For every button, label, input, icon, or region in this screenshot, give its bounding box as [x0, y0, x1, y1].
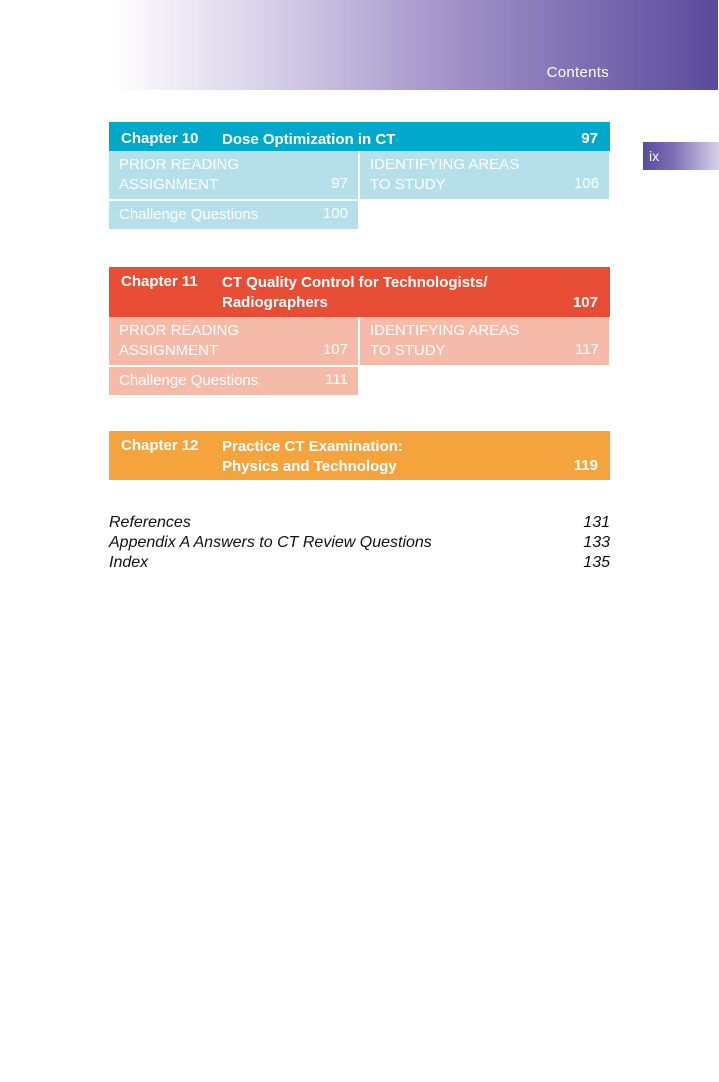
entry-page: 133 [583, 534, 610, 551]
entry-label: Challenge Questions [119, 206, 259, 223]
toc-chapter-12 [109, 431, 610, 480]
running-header-title: Contents [546, 64, 609, 81]
entry-page: 111 [325, 371, 348, 388]
toc-entry-references[interactable] [109, 513, 610, 533]
toc-entry-prior-reading[interactable] [109, 151, 358, 199]
entry-page: 117 [575, 341, 599, 358]
page-number-tab [643, 142, 719, 170]
chapter-heading[interactable] [109, 431, 610, 480]
chapter-title: Dose Optimization in CT [222, 131, 396, 148]
toc-entry-index[interactable] [109, 553, 610, 573]
chapter-title: CT Quality Control for Technologists/ Radiographers [222, 274, 488, 311]
entry-page: 97 [331, 175, 348, 192]
entry-page: 135 [583, 554, 610, 571]
toc-entry-identifying-areas[interactable] [360, 151, 609, 199]
toc-entry-prior-reading[interactable] [109, 317, 358, 365]
toc-entry-identifying-areas[interactable] [360, 317, 609, 365]
entry-label: Appendix A Answers to CT Review Questions [109, 534, 432, 551]
toc-entry-challenge-questions[interactable] [109, 201, 358, 229]
toc-entry-appendix-a[interactable] [109, 533, 610, 553]
chapter-heading[interactable] [109, 267, 610, 317]
toc-chapter-10 [109, 122, 610, 229]
entry-page: 107 [322, 341, 348, 358]
entry-label: Challenge Questions [119, 372, 259, 389]
entry-label: IDENTIFYING AREAS TO STUDY [370, 322, 520, 359]
chapter-number: Chapter 10 [121, 130, 199, 147]
entry-label: PRIOR READING ASSIGNMENT [119, 156, 240, 193]
chapter-page: 119 [573, 457, 598, 474]
entry-label: References [109, 514, 191, 531]
entry-page: 100 [322, 205, 348, 222]
toc-chapter-11 [109, 267, 610, 395]
header-band [110, 0, 718, 90]
entry-label: IDENTIFYING AREAS TO STUDY [370, 156, 520, 193]
page-number: ix [649, 148, 660, 164]
toc-entry-challenge-questions[interactable] [109, 367, 358, 395]
chapter-title: Practice CT Examination: Physics and Technology [222, 438, 403, 475]
entry-page: 106 [573, 175, 599, 192]
chapter-number: Chapter 11 [121, 273, 198, 290]
chapter-page: 107 [572, 294, 598, 311]
entry-label: Index [109, 554, 149, 571]
chapter-number: Chapter 12 [121, 437, 199, 454]
entry-page: 131 [583, 514, 610, 531]
chapter-page: 97 [581, 130, 598, 147]
chapter-heading[interactable] [109, 122, 610, 151]
toc-back-matter [109, 513, 610, 573]
entry-label: PRIOR READING ASSIGNMENT [119, 322, 240, 359]
